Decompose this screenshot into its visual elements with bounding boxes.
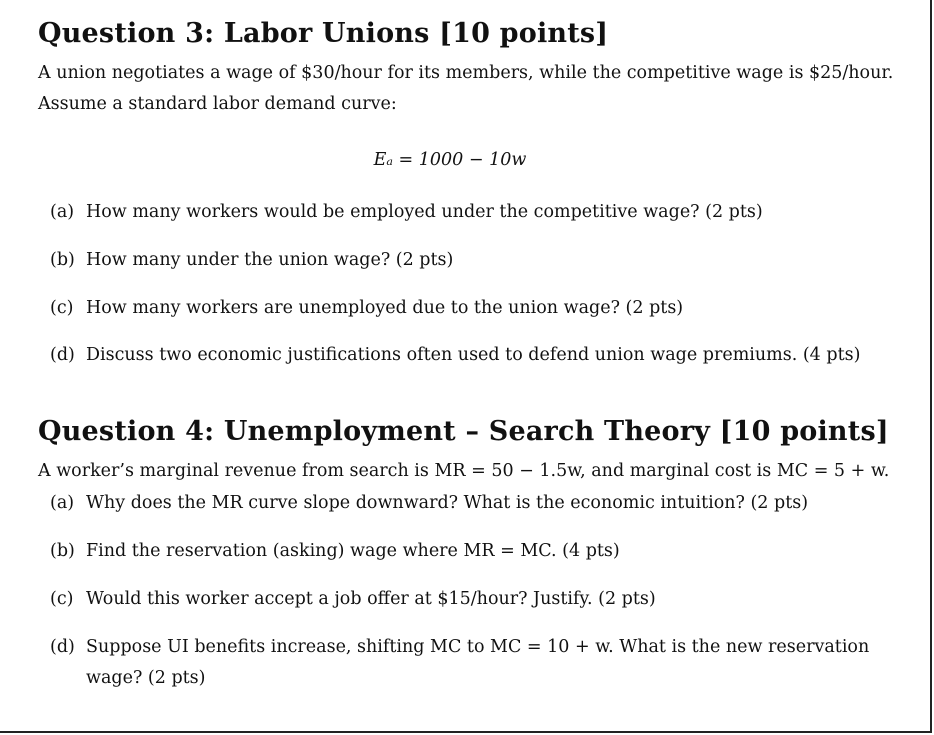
q4-item-b-text: Find the reservation (asking) wage where MR = MC. (4 pts) bbox=[86, 541, 620, 561]
q4-item-d-label: (d) bbox=[50, 637, 75, 657]
q4-item-c-text: Would this worker accept a job offer at $15/hour? Justify. (2 pts) bbox=[86, 589, 656, 609]
q3-item-d-label: (d) bbox=[50, 345, 75, 365]
q3-item-c-label: (c) bbox=[50, 298, 74, 318]
q3-item-a-text: How many workers would be employed under the competitive wage? (2 pts) bbox=[86, 202, 763, 222]
q4-heading: Question 4: Unemployment – Search Theory [10 points] bbox=[38, 416, 889, 447]
q3-item-c-text: How many workers are unemployed due to the union wage? (2 pts) bbox=[86, 298, 684, 318]
q3-item-d bbox=[50, 340, 860, 371]
q4-intro: A worker’s marginal revenue from search is MR = 50 − 1.5w, and marginal cost is MC = 5 + w. bbox=[38, 461, 890, 481]
q4-item-b bbox=[50, 536, 620, 567]
q3-intro-line2: Assume a standard labor demand curve: bbox=[38, 94, 397, 114]
q4-item-a bbox=[50, 488, 808, 519]
q4-item-d-text-line2: wage? (2 pts) bbox=[86, 668, 206, 688]
q4-item-d bbox=[50, 632, 869, 694]
q4-item-c-label: (c) bbox=[50, 589, 74, 609]
q3-heading: Question 3: Labor Unions [10 points] bbox=[38, 18, 609, 49]
q4-item-c bbox=[50, 584, 656, 615]
q4-item-b-label: (b) bbox=[50, 541, 75, 561]
q3-equation: Eₐ = 1000 − 10w bbox=[373, 150, 527, 170]
q3-item-c bbox=[50, 293, 683, 324]
q4-item-d-text: Suppose UI benefits increase, shifting MC to MC = 10 + w. What is the new reservation bbox=[86, 637, 870, 657]
q3-item-b-text: How many under the union wage? (2 pts) bbox=[86, 250, 454, 270]
q3-intro-line1: A union negotiates a wage of $30/hour for its members, while the competitive wage is $25/hour. bbox=[38, 63, 894, 83]
q4-item-a-text: Why does the MR curve slope downward? What is the economic intuition? (2 pts) bbox=[86, 493, 809, 513]
q3-item-b-label: (b) bbox=[50, 250, 75, 270]
q3-item-b bbox=[50, 245, 453, 276]
q3-item-d-text: Discuss two economic justifications often used to defend union wage premiums. (4 pts) bbox=[86, 345, 861, 365]
q4-item-a-label: (a) bbox=[50, 493, 75, 513]
q3-item-a-label: (a) bbox=[50, 202, 75, 222]
q3-item-a bbox=[50, 197, 763, 228]
